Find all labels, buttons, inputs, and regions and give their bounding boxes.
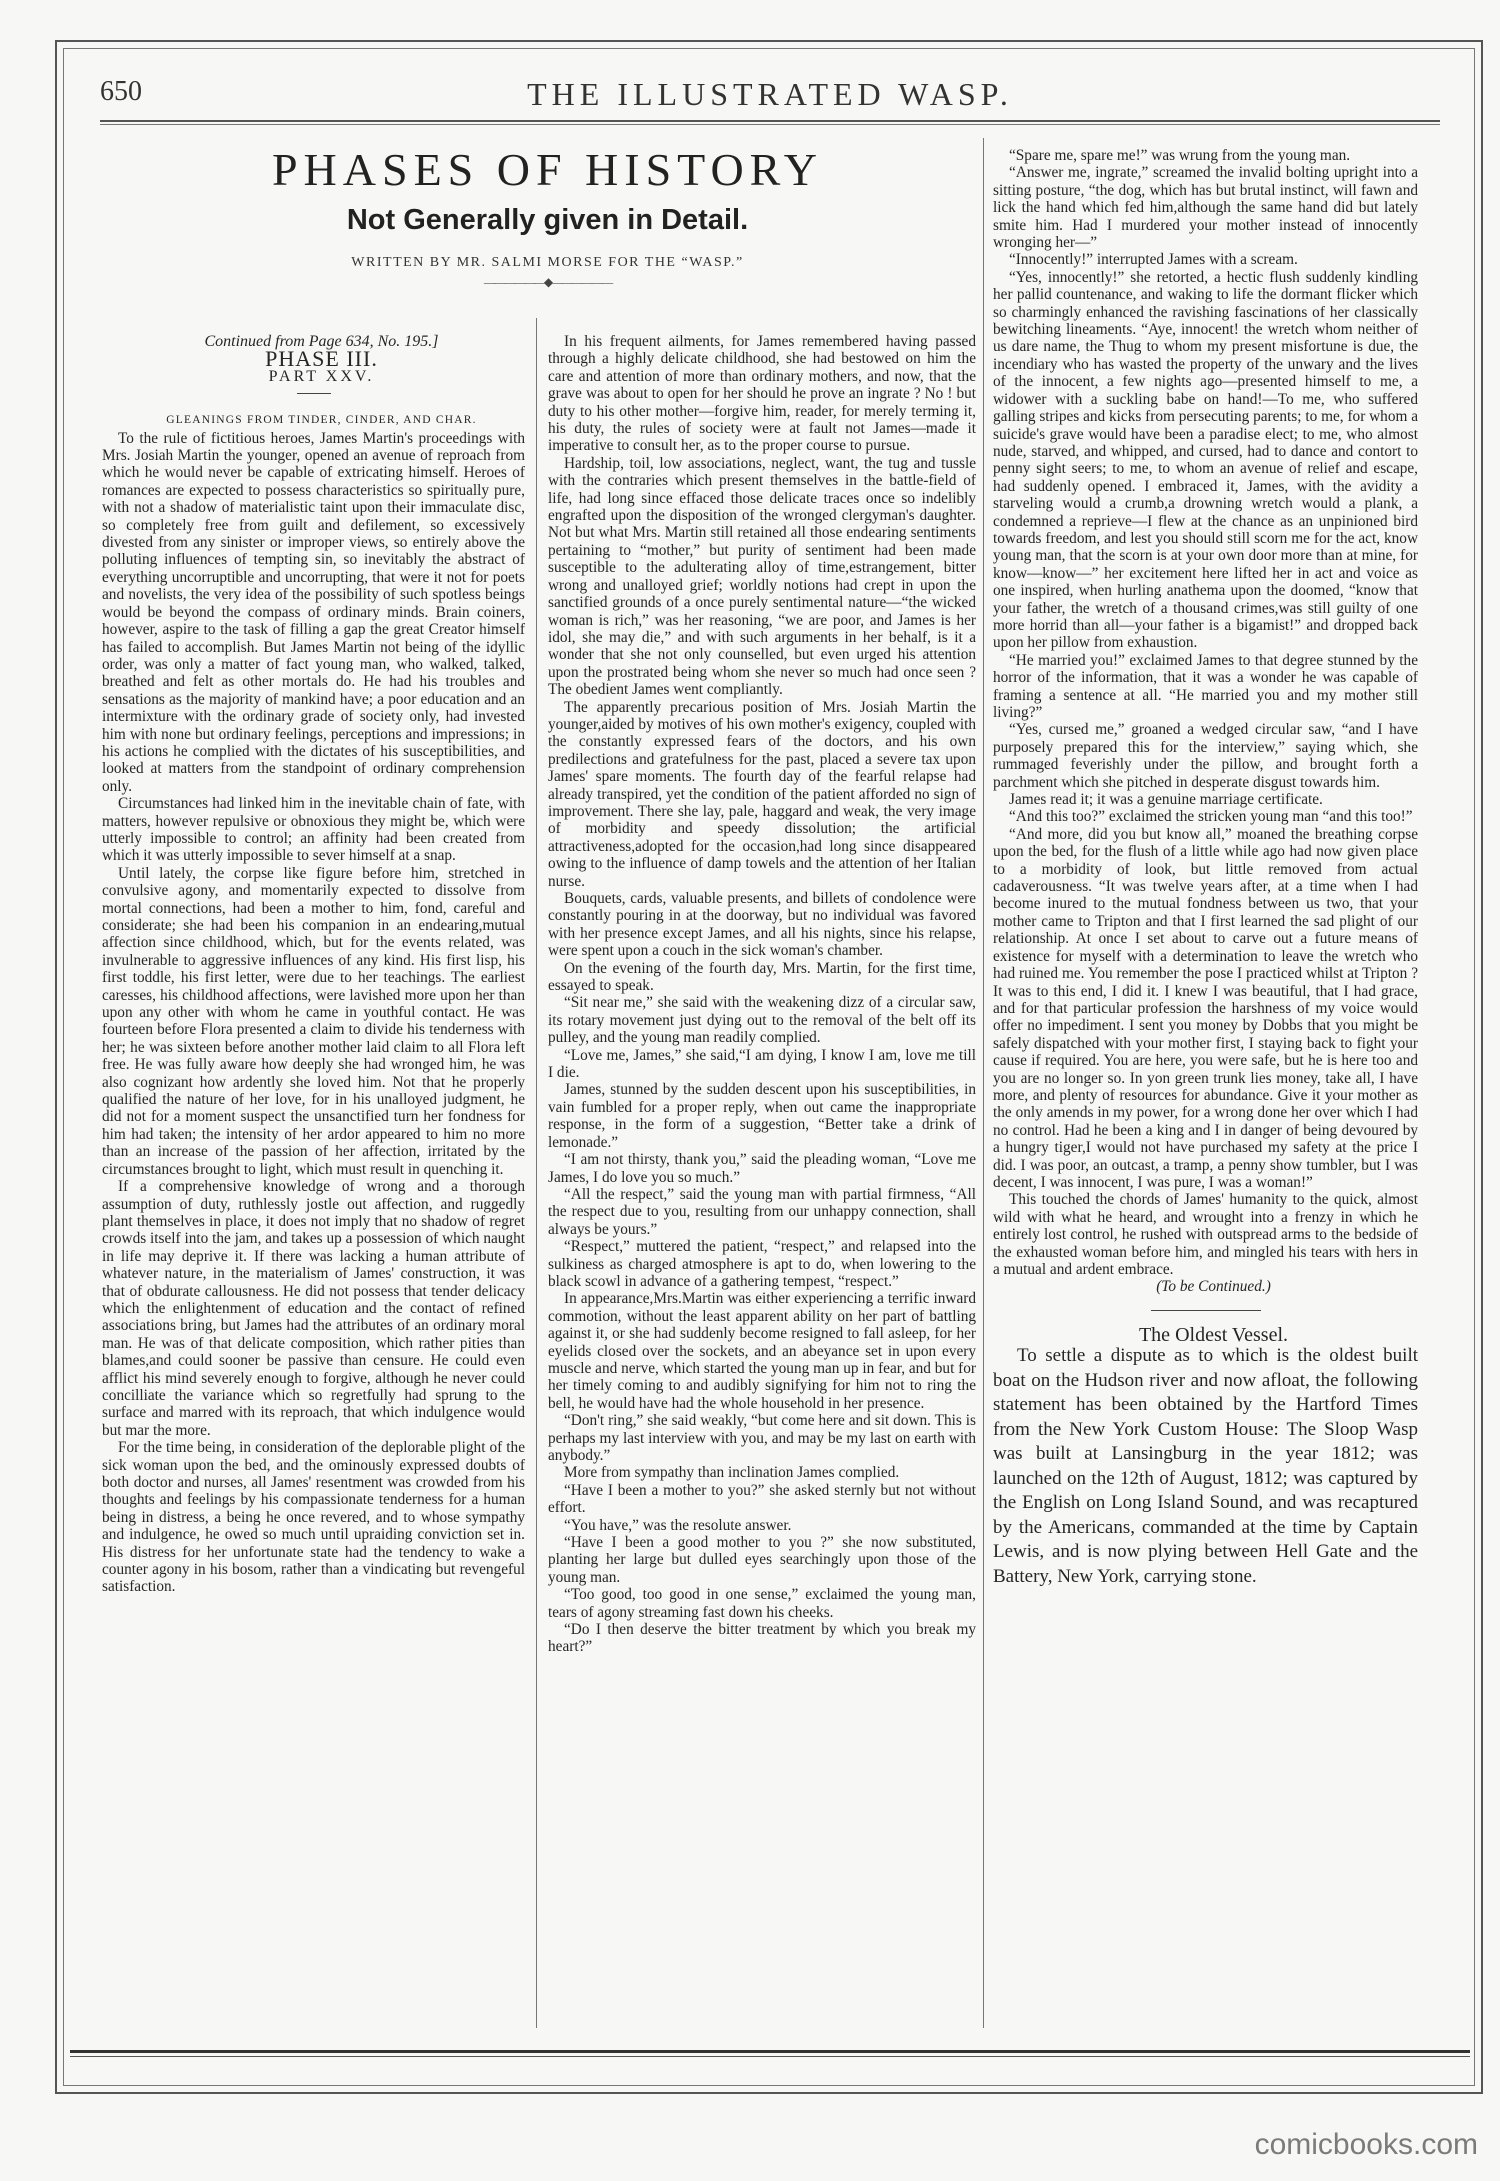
paragraph: “Innocently!” interrupted James with a scream. (1009, 251, 1298, 269)
paragraph: “Answer me, ingrate,” screamed the invalid bolting upright into a sitting posture, “the dog, which has but brutal instinct, will fawn and lick the hand which fed him,although the same hand did but lately smite him. Had I murdered your mother instead of innocently wronging her—” (993, 164, 1418, 252)
paragraph: “I am not thirsty, thank you,” said the pleading woman, “Love me James, I do love you so much.” (548, 1151, 976, 1186)
paragraph: James read it; it was a genuine marriage certificate. (1009, 791, 1323, 809)
paragraph: James, stunned by the sudden descent upon his susceptibilities, in vain fumbled for a proper reply, when out came the inappropriate response, in the form of a suggestion, “Better take a drink of lemonade.” (548, 1081, 976, 1151)
ornament-divider: ——————◆—————— (483, 275, 612, 289)
phase-heading: PHASE III. (265, 346, 378, 372)
gleanings-heading: GLEANINGS FROM TINDER, CINDER, AND CHAR. (166, 414, 477, 427)
page-number: 650 (100, 76, 142, 107)
page-header (100, 72, 1440, 118)
part-heading: PART XXV. (268, 367, 375, 385)
article-column-1 (102, 333, 525, 1596)
paragraph: In his frequent ailments, for James remembered having passed through a highly delicate childhood, she had bestowed on him the care and attention of more than ordinary mothers, and now, that the grave was about to open for her should he prove an ingrate ? No ! but duty to his other mother—forgive him, reader, for merely terming it, his duty, the rules of society were at fault not James—made it imperative to consult her, as to the proper course to pursue. (548, 333, 976, 455)
paragraph: “Too good, too good in one sense,” exclaimed the young man, tears of agony streaming fast down his cheeks. (548, 1586, 976, 1621)
article-subtitle: Not Generally given in Detail. (346, 204, 749, 236)
paragraph: “Do I then deserve the bitter treatment by which you break my heart?” (548, 1621, 976, 1656)
header-rule (100, 120, 1440, 122)
paragraph: “You have,” was the resolute answer. (564, 1516, 792, 1534)
paragraph: “Have I been a good mother to you ?” she now substituted, planting her large but dulled eyes searchingly upon those of the young man. (548, 1534, 976, 1586)
paragraph: This touched the chords of James' humanity to the quick, almost wild with what he heard, and wrought into a frenzy in which he entirely lost control, he rushed with outspread arms to the bedside of the exhausted woman before him, and mingled his tears with hers in a mutual and ardent embrace. (993, 1191, 1418, 1278)
paragraph: Hardship, toil, low associations, neglect, want, the tug and tussle with the contraries which present themselves in the battle-field of life, had long since effaced those delicate traces once so indelibly engrafted upon the disposition of the wronged clergyman's daughter. Not but what Mrs. Martin still retained all those endearing sentiments pertaining to “mother,” but purity of sentiment had been made susceptible to the adulterating alloy of time,estrangement, bitter wrong and unalloyed grief; worldly notions had crept in upon the sanctified grounds of a once purely sentimental nature—“the wicked woman is rich,” was her reasoning, “we are poor, and James is her idol, she may die,” and with such arguments in her behalf, is it a wonder that she not only counselled, but even urged his attention upon the prostrated being whom she never so much had once seen ? The obedient James went compliantly. (548, 454, 976, 699)
paragraph: “And more, did you but know all,” moaned the breathing corpse upon the bed, for the flush of a little while ago had now given place to a morbidity of look, but little removed from actual cadaverousness. “It was twelve years after, at a time when I had become inured to the mutual fondness between us two, that your mother came to Tripton and that I first learned the sad plight of our relationship. At once I set about to carve out a future means of existence for myself with a determination to leave the wretch who had ruined me. You remember the pose I practiced whilst at Tripton ? It was to this end, I did it. I knew I was beautiful, that I had grace, and for that particular profession the harshness of my voice would offer no impediment. I sent you money by Dobbs that you might be safely dispatched with your mother first, I staying back to fight your cause if required. You are here, you were safe, but he is here too and you are no longer so. In yon green trunk lies money, take all, I have more, and plenty of resources for abundance. Give it your mother as the only amends in my power, for a wrong done her over which I had no control. Had he been a king and I in danger of being devoured by a hungry tiger,I would not have purchased my safety at the price I did. I was poor, an outcast, a tramp, a penny show tumbler, but I was decent, I was innocent, I was pure, I was a woman!” (993, 825, 1418, 1191)
paragraph: “Have I been a mother to you?” she asked sternly but not without effort. (548, 1481, 976, 1517)
article-byline: WRITTEN BY MR. SALMI MORSE FOR THE “WASP.” (351, 255, 744, 270)
paragraph: The apparently precarious position of Mrs. Josiah Martin the younger,aided by motives of his own mother's exigency, coupled with the constantly expressed fears of the doctors, and his own predilections and gratefulness for the past, placed a severe tax upon James' spare moments. The fourth day of the fearful relapse had already transpired, yet the condition of the patient afforded no sign of improvement. There she lay, pale, haggard and weak, the very image of morbidity and speedy dissolution; the artificial attractiveness,adopted for the occasion,had long since disappeared owing to the influence of damp towels and the attention of her Italian nurse. (548, 698, 976, 890)
continued-note: Continued from Page 634, No. 195.] (204, 333, 439, 350)
watermark: comicbooks.com (1254, 2128, 1478, 2161)
article-title: PHASES OF HISTORY (271, 144, 824, 195)
header-rule-thin (100, 124, 1440, 125)
article-title-block (110, 140, 985, 290)
column-divider-right (983, 138, 984, 2028)
section-rule (1151, 1310, 1261, 1311)
bottom-rule (70, 2050, 1470, 2053)
paragraph: To the rule of fictitious heroes, James Martin's proceedings with Mrs. Josiah Martin the younger, opened an avenue of reproach from which he would never be capable of extricating himself. Heroes of romances are expected to possess characteristics so spiritually pure, with not a shadow of materialistic taint upon their immaculate disc, so completely free from guilt and defilement, so excessively divested from any sinister or improper views, so entirely above the polluting influences of tempting sin, so inevitably the abstract of everything uncorruptible and uncorrupting, that were it not for poets and novelists, the very idea of the possibility of such spotless beings would be beyond the compass of ordinary minds. Brain coiners, however, aspire to the task of filling a gap the great Creator himself has failed to accomplish. But James Martin not being of the idyllic order, was only a matter of fact young man, who walked, talked, breathed and felt as other mortals do. He had his troubles and sensations as the majority of mankind have; a poor education and an intermixture with the ordinary grade of society only, had invested him with none but ordinary feelings, perceptions and impressions; in his actions he complied with the dictates of his susceptibilities, and looked at matters from the standpoint of ordinary comprehension only. (102, 429, 525, 795)
paragraph: “Don't ring,” she said weakly, “but come here and sit down. This is perhaps my last interview with you, and may be my last on earth with anybody.” (548, 1412, 976, 1464)
paragraph: Circumstances had linked him in the inevitable chain of fate, with matters, however repulsive or obnoxious they might be, which were utterly impossible to control; an affinity had been created from which it was utterly impossible to sever himself at a snap. (102, 795, 525, 865)
oldest-vessel-article (993, 1344, 1418, 1589)
masthead-title: THE ILLUSTRATED WASP. (527, 76, 1013, 112)
oldest-vessel-paragraph: To settle a dispute as to which is the oldest built boat on the Hudson river and now afloat, the following statement has been obtained by the Hartford Times from the New York Custom House: The Sloop Wasp was built at Lansingburg in the year 1812; was launched on the 12th of August, 1812; was captured by the English on Long Island Sound, and was recaptured by the Americans, commanded at the time by Captain Lewis, and is now plying between Hell Gate and the Battery, New York, carrying stone. (993, 1345, 1418, 1587)
paragraph: “Sit near me,” she said with the weakening dizz of a circular saw, its rotary movement just dying out to the removal of the belt off its pulley, and the young man readily complied. (548, 994, 976, 1047)
paragraph: “Yes, cursed me,” groaned a wedged circular saw, “and I have purposely prepared this for the interview,” saying which, she rummaged feverishly under the pillow, and brought forth a parchment which she pitched in desperate disgust towards him. (993, 721, 1418, 791)
paragraph: For the time being, in consideration of the deplorable plight of the sick woman upon the bed, and the ominously expressed doubts of both doctor and nurses, all James' resentment was crowded from his thoughts and feelings by his compassionate tenderness for a human being in distress, a being he once revered, and to whose sympathy and indulgence, he owed so much until upraiding conviction set in. His distress for her unfortunate state had the tendency to wake a counter agony in his bosom, rather than a vindicating but revengeful satisfaction. (102, 1439, 525, 1596)
article-column-2 (548, 333, 976, 1656)
paragraph: “Yes, innocently!” she retorted, a hectic flush suddenly kindling her pallid countenance, and waking to life the dormant flicker which so charmingly enhanced the ravishing fascinations of her classically bewitching lineaments. “Aye, innocent! the wretch whom neither of us dare name, the Thug to whom my present misfortune is due, the incendiary who has wasted the property of the unwary and the lives of the innocent, a few nights ago—presented himself to me, a widower with a suckling babe on hand!—To me, who suffered galling stripes and kicks from persecuting parents; to me, for whom a suicide's grave would have been a paradise elect; to me, who almost nude, starved, and whipped, and cursed, had to dance and contort to penny sight seers; to me, to whom an avenue of relief and escape, had suddenly opened. I embraced it, James, with the avidity a starveling would a crumb,a drowning wretch would a plank, a condemned a reprieve—I flew at the chance as an unpinioned bird towards freedom, and lest you should still scorn me for the act, know young man, that the scorn is at your own door more than at mine, for know—know—” her excitement here lifted her in act and voice as one inspired, when hurling anathema upon the doomed, “know that your father, the wretch of a thousand crimes,was still guilty of one more horrid than all—your father is a bigamist!” and dropped back upon her pillow from exhaustion. (993, 268, 1418, 652)
paragraph: Bouquets, cards, valuable presents, and billets of condolence were constantly pouring in at the doorway, but no individual was favored with her presence except James, and all his nights, since his relapse, were spent upon a couch in the sick woman's chamber. (548, 890, 976, 960)
paragraph: “Love me, James,” she said,“I am dying, I know I am, love me till I die. (548, 1046, 976, 1082)
paragraph: On the evening of the fourth day, Mrs. Martin, for the first time, essayed to speak. (548, 959, 976, 995)
paragraph: If a comprehensive knowledge of wrong and a thorough assumption of duty, ruthlessly jostle out affection, and ruggedly plant themselves in place, it does not imply that no shadow of regret crowds itself into the jam, and takes up a possession of which naught in life may deprive it. If there was lacking a human attribute of whatever nature, in the materialism of James' construction, it was that of obdurate callousness. He did not possess that tender delicacy which the enlightenment of education and the contact of refined associations bring, but James had the attributes of an ordinary moral man. He was of that delicate composition, which rather pities than blames,and could sooner be passive than censure. He could even afflict his mind severely enough to forgive, although he never could concilliate the variance which so regretfully had sprung to the surface and marred with its reproach, that which indulgence would but mar the more. (102, 1178, 525, 1439)
article-column-3 (993, 147, 1418, 1589)
part-rule (297, 393, 331, 394)
oldest-vessel-title: The Oldest Vessel. (1138, 1323, 1289, 1346)
paragraph: “All the respect,” said the young man with partial firmness, “All the respect due to you, resulting from our unhappy connection, shall always be yours.” (548, 1185, 976, 1238)
paragraph: Until lately, the corpse like figure before him, stretched in convulsive agony, and momentarily expected to dissolve from mortal connections, had been a mother to him, fond, careful and considerate; she had been his companion in an endearing,mutual affection since childhood, which, but for the events related, was invulnerable to aggressive influences of any kind. His first lisp, his first toddle, his first letter, were due to her teachings. The earliest caresses, his childhood affections, were lavished more upon her than upon any other with whom he came in youthful contact. He was fourteen before Flora presented a claim to divide his tenderness with her; he was sixteen before another mother laid claim to all Flora left free. He was fully aware how deeply she had wronged him, he was also cognizant how ardently she loved him. Not that he properly qualified the nature of her love, for in his unalloyed judgment, he did not for a moment suspect the unsanctified turn her fondness for him had taken; the intensity of her ardor appeared to him no more than an increase of the passion of her affection, irritated by the circumstances brought to light, which must result in quenching it. (102, 864, 525, 1178)
bottom-rule-thin (70, 2056, 1470, 2057)
paragraph: In appearance,Mrs.Martin was either experiencing a terrific inward commotion, without the least apparent ability on her part of battling against it, or she had suddenly become resigned to fall asleep, for her eyelids closed over the sockets, and an abeyance set in upon every muscle and nerve, which started the young man up in fear, and but for her timely coming to and audibly signifying for him not to ring the bell, he would have had the whole household in her presence. (548, 1290, 976, 1412)
to-be-continued-note: (To be Continued.) (1156, 1278, 1271, 1296)
paragraph: “And this too?” exclaimed the stricken young man “and this too!” (1009, 808, 1413, 826)
paragraph: “Respect,” muttered the patient, “respect,” and relapsed into the sulkiness as charged atmosphere is apt to do, when lowering to the black scowl in advance of a gathering tempest, “respect.” (548, 1238, 976, 1290)
paragraph: More from sympathy than inclination James complied. (564, 1464, 900, 1482)
column-divider-left (536, 318, 537, 2028)
paragraph: “He married you!” exclaimed James to that degree stunned by the horror of the information, that it was a wonder he was capable of framing a sentence at all. “He married you and my mother still living?” (993, 651, 1418, 721)
paragraph: “Spare me, spare me!” was wrung from the young man. (1009, 147, 1351, 164)
